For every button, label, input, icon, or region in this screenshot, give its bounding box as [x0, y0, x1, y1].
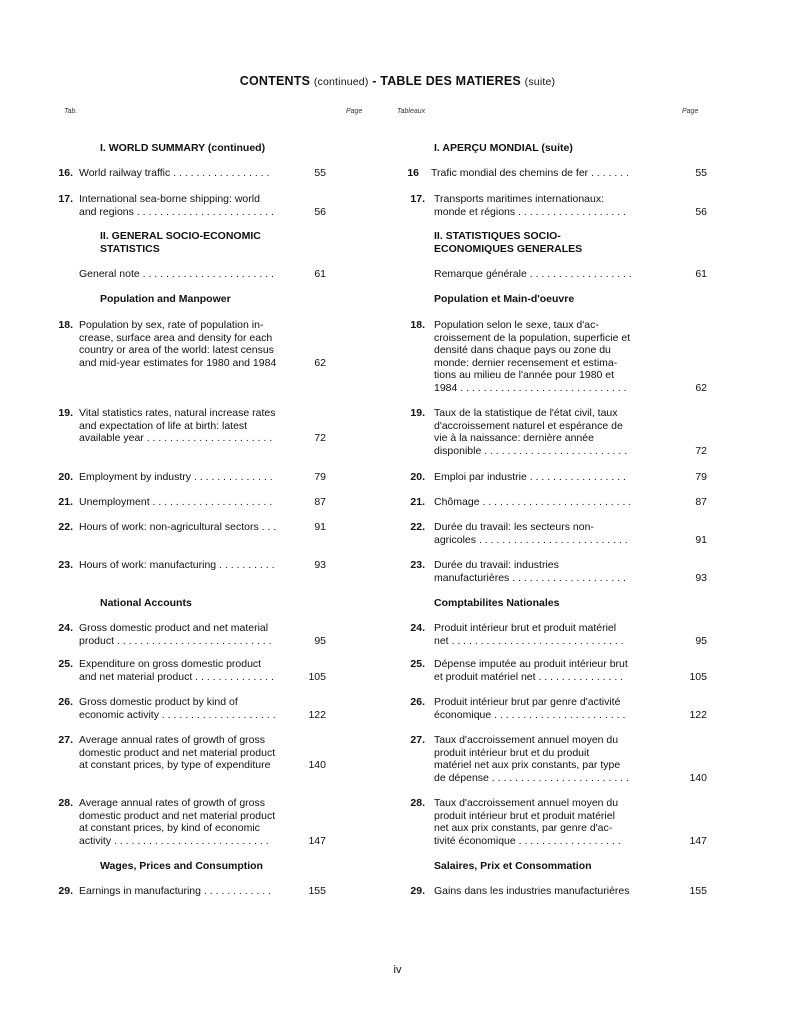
table-number: 19.	[58, 407, 73, 419]
page-number: 155	[689, 885, 707, 897]
title-separator: -	[372, 74, 377, 88]
title-table-des-matieres: TABLE DES MATIERES	[380, 74, 521, 88]
table-number: 28.	[410, 797, 425, 809]
page-number: 155	[308, 885, 326, 897]
table-title: Dépense imputée au produit intérieur brut et produit matériel net . . . . . . . . . . . . . . .	[434, 658, 628, 683]
page-number: 95	[695, 634, 707, 647]
page-number: 62	[314, 356, 326, 369]
table-number: 17.	[410, 193, 425, 205]
table-title: Emploi par industrie . . . . . . . . . . . . . . . . .	[434, 471, 626, 483]
table-number: 29.	[410, 885, 425, 897]
section-population-manpower: Population and Manpower	[100, 293, 231, 305]
section-population-main-doeuvre: Population et Main-d'oeuvre	[434, 293, 575, 305]
page-number: 79	[695, 471, 707, 483]
title-contents: CONTENTS	[239, 74, 311, 88]
section-apercu-mondial: I. APERÇU MONDIAL (suite)	[434, 142, 573, 154]
title-continued: (continued)	[313, 76, 369, 88]
table-title: General note . . . . . . . . . . . . . . . . . . . . . . .	[79, 268, 274, 280]
section-wages-prices: Wages, Prices and Consumption	[100, 860, 263, 872]
table-title: World railway traffic . . . . . . . . . . . . . . . . .	[79, 167, 270, 179]
table-title: Employment by industry . . . . . . . . . . . . . .	[79, 471, 273, 483]
table-title: Taux d'accroissement annuel moyen du produit intérieur brut et produit matériel net aux prix constants, par genre d'ac- tivité économique . . . . . . . . . . . . . . . . . .	[434, 797, 621, 847]
table-title: Gross domestic product by kind of economic activity . . . . . . . . . . . . . . . . . . . .	[79, 696, 276, 721]
table-title: Gross domestic product and net material product . . . . . . . . . . . . . . . . . . . . . . . . . . .	[79, 622, 272, 647]
table-number: 24.	[58, 622, 73, 634]
table-title: Gains dans les industries manufacturières	[434, 885, 630, 897]
table-number: 23.	[410, 559, 425, 571]
section-statistiques-socio: II. STATISTIQUES SOCIO- ECONOMIQUES GENERALES	[434, 230, 583, 255]
page-number: 95	[314, 634, 326, 647]
page-number: 87	[314, 496, 326, 508]
table-title: Trafic mondial des chemins de fer . . . . . . .	[431, 167, 630, 179]
table-title: Average annual rates of growth of gross domestic product and net material product at constant prices, by kind of economic activity . . . . . . . . . . . . . . . . . . . . . . . . . . .	[79, 797, 276, 847]
section-national-accounts: National Accounts	[100, 597, 192, 609]
section-comptabilites-nationales: Comptabilites Nationales	[434, 597, 560, 609]
table-number: 16	[407, 167, 419, 179]
table-number: 19.	[410, 407, 425, 419]
table-number: 21.	[58, 496, 73, 508]
table-number: 25.	[58, 658, 73, 670]
page-number: 56	[695, 205, 707, 218]
header-page-label: Page	[346, 108, 363, 115]
table-number: 24.	[410, 622, 425, 634]
table-number: 26.	[58, 696, 73, 708]
table-title: Taux d'accroissement annuel moyen du produit intérieur brut et du produit matériel net aux prix constants, par type de dépense . . . . . . . . . . . . . . . . . . . . . . . .	[434, 734, 629, 784]
table-number: 20.	[410, 471, 425, 483]
table-title: Unemployment . . . . . . . . . . . . . . . . . . . . .	[79, 496, 273, 508]
table-title: Vital statistics rates, natural increase rates and expectation of life at birth: latest available year . . . . . . . . . . . . . . . . . . . . . .	[79, 407, 276, 445]
table-title: Average annual rates of growth of gross domestic product and net material product at constant prices, by type of expenditure	[79, 734, 276, 772]
table-number: 21.	[410, 496, 425, 508]
table-title: Population selon le sexe, taux d'ac- croissement de la population, superficie et densité dans chaque pays ou zone du monde: dernier recensement et estima- tions au milieu de l'année pour 1980 et 1984 . . . . . . . . . . . . . . . . . . . . . . . . . . . . .	[434, 319, 631, 394]
page-number: 72	[314, 432, 326, 445]
table-number: 26.	[410, 696, 425, 708]
table-title: Hours of work: non-agricultural sectors . . .	[79, 521, 277, 533]
header-tableaux-label: Tableaux	[397, 108, 426, 115]
page-number: 147	[689, 834, 707, 847]
table-title: Remarque générale . . . . . . . . . . . . . . . . . .	[434, 268, 632, 280]
page-number: 62	[695, 382, 707, 394]
table-title: Taux de la statistique de l'état civil, taux d'accroissement naturel et espérance de vie à la naissance: dernière année disponible . . . . . . . . . . . . . . . . . . . . . . . . .	[434, 407, 628, 457]
page-number: 93	[695, 571, 707, 584]
table-title: Expenditure on gross domestic product and net material product . . . . . . . . . . . . . .	[79, 658, 274, 683]
table-number: 23.	[58, 559, 73, 571]
page-number: 87	[695, 496, 707, 508]
table-number: 27.	[410, 734, 425, 746]
page-footer-number: iv	[393, 964, 402, 976]
page-number: 122	[308, 708, 326, 721]
table-title: Durée du travail: industries manufacturières . . . . . . . . . . . . . . . . . . . .	[434, 559, 626, 584]
table-title: Hours of work: manufacturing . . . . . . . . . .	[79, 559, 275, 571]
page-title	[0, 74, 795, 88]
page-number: 140	[308, 759, 326, 772]
page-number: 72	[695, 444, 707, 457]
header-tab-label: Tab.	[64, 108, 78, 115]
table-title: Earnings in manufacturing . . . . . . . . . . . .	[79, 885, 271, 897]
page-number: 122	[689, 708, 707, 721]
table-title: Transports maritimes internationaux: monde et régions . . . . . . . . . . . . . . . . . . .	[434, 193, 626, 218]
table-title: International sea-borne shipping: world and regions . . . . . . . . . . . . . . . . . . . . . . . .	[79, 193, 274, 218]
page-number: 61	[314, 268, 326, 280]
header-page-label-fr: Page	[682, 108, 699, 115]
table-number: 29.	[58, 885, 73, 897]
page-number: 61	[695, 268, 707, 280]
page-number: 91	[314, 521, 326, 533]
table-number: 17.	[58, 193, 73, 205]
title-suite: (suite)	[524, 76, 556, 88]
table-title: Durée du travail: les secteurs non- agricoles . . . . . . . . . . . . . . . . . . . . . . . . . .	[434, 521, 628, 546]
page-number: 147	[308, 834, 326, 847]
page-number: 91	[695, 533, 707, 546]
table-number: 18.	[58, 319, 73, 331]
table-number: 25.	[410, 658, 425, 670]
page-number: 140	[689, 771, 707, 784]
table-number: 16.	[58, 167, 73, 179]
table-number: 22.	[58, 521, 73, 533]
page-number: 93	[314, 559, 326, 571]
table-title: Chômage . . . . . . . . . . . . . . . . . . . . . . . . . .	[434, 496, 632, 508]
page-number: 105	[689, 670, 707, 683]
table-number: 20.	[58, 471, 73, 483]
page-number: 79	[314, 471, 326, 483]
page-number: 55	[695, 167, 707, 179]
table-number: 18.	[410, 319, 425, 331]
page-number: 105	[308, 670, 326, 683]
table-number: 27.	[58, 734, 73, 746]
section-salaires-prix: Salaires, Prix et Consommation	[434, 860, 592, 872]
table-title: Produit intérieur brut et produit matériel net . . . . . . . . . . . . . . . . . . . . . . . . . . . . . .	[434, 622, 624, 647]
section-socio-economic: II. GENERAL SOCIO-ECONOMIC STATISTICS	[100, 230, 261, 255]
section-world-summary: I. WORLD SUMMARY (continued)	[100, 142, 266, 154]
table-title: Produit intérieur brut par genre d'activité économique . . . . . . . . . . . . . . . . . . . . . . .	[434, 696, 626, 721]
table-number: 22.	[410, 521, 425, 533]
page-number: 55	[314, 167, 326, 179]
table-title: Population by sex, rate of population in- crease, surface area and density for each country or area of the world: latest census and mid-year estimates for 1980 and 1984	[79, 319, 277, 369]
page-number: 56	[314, 205, 326, 218]
table-number: 28.	[58, 797, 73, 809]
